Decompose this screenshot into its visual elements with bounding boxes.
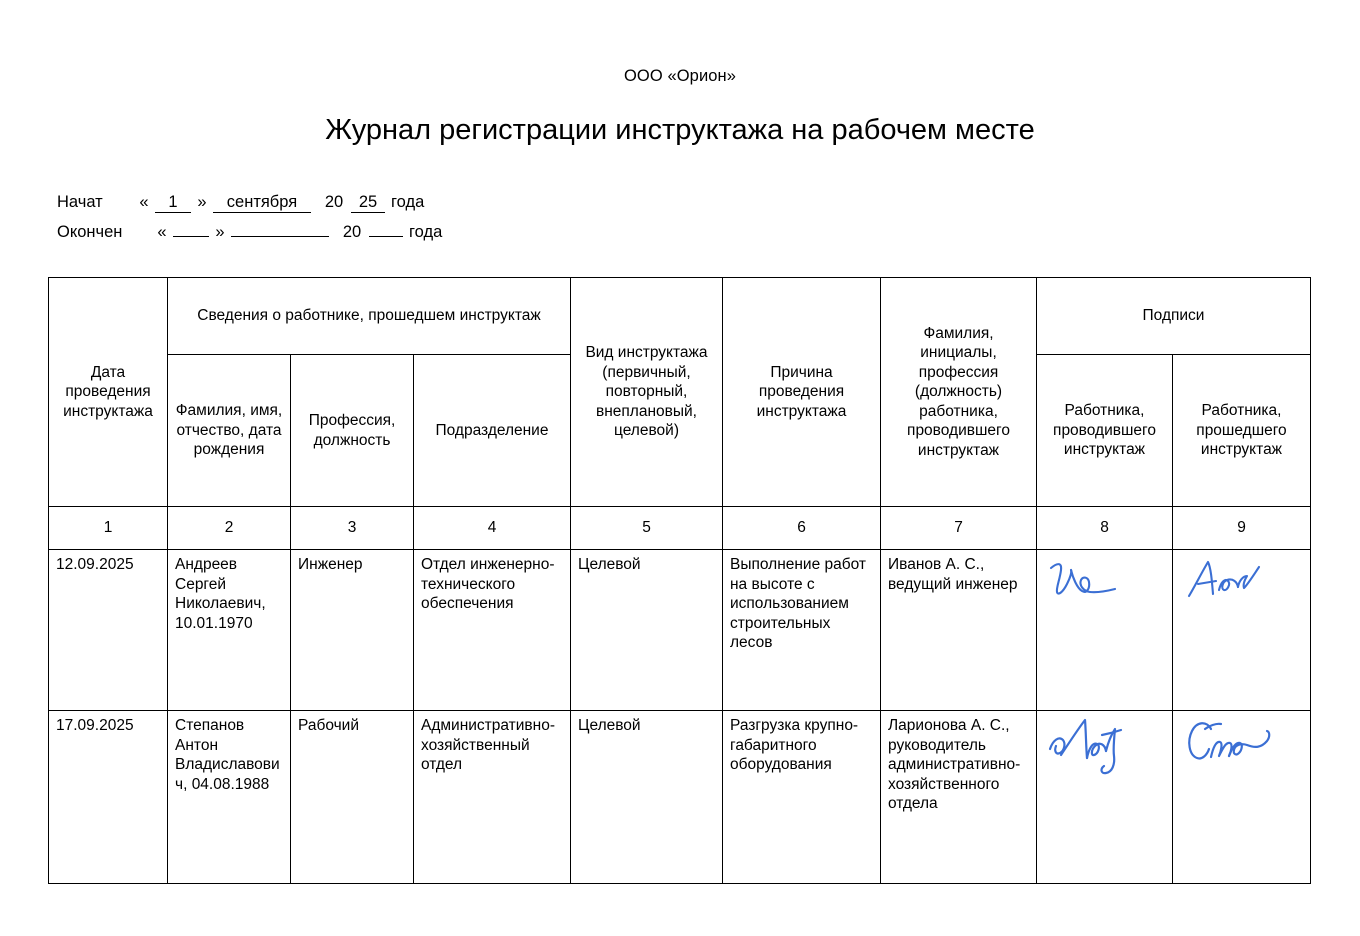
cell-briefing-type: Целевой [571,550,723,711]
cell-profession: Рабочий [291,711,414,884]
signature-larionova-icon [1045,715,1171,785]
cell-date: 12.09.2025 [49,550,168,711]
cell-signature-worker [1173,711,1311,884]
cell-reason: Разгрузка крупно-габаритного оборудования [723,711,881,884]
cell-division: Административно-хозяйственный отдел [414,711,571,884]
header-date: Дата проведения инструктажа [49,278,168,507]
finished-quote-close: » [215,223,225,241]
started-day-field[interactable]: 1 [155,193,191,213]
started-year-field[interactable]: 25 [351,193,385,213]
column-number: 1 [49,507,168,550]
header-profession: Профессия, должность [291,355,414,507]
signature-ivanov-icon [1045,554,1165,616]
started-quote-close: » [197,193,207,211]
table-row [49,711,1311,884]
header-briefing-type: Вид инструктажа (первичный, повторный, внеплановый, целевой) [571,278,723,507]
finished-line [57,217,442,247]
column-number: 5 [571,507,723,550]
header-signature-worker: Работника, прошедшего инструктаж [1173,355,1311,507]
cell-fio: Степанов Антон Владиславович, 04.08.1988 [168,711,291,884]
cell-fio: Андреев Сергей Николаевич, 10.01.1970 [168,550,291,711]
cell-signature-instructor [1037,711,1173,884]
page-title: Журнал регистрации инструктажа на рабочем месте [325,114,1035,146]
column-number: 4 [414,507,571,550]
cell-signature-worker [1173,550,1311,711]
cell-signature-instructor [1037,550,1173,711]
column-number: 7 [881,507,1037,550]
column-number: 3 [291,507,414,550]
column-number: 9 [1173,507,1311,550]
table-row [49,550,1311,711]
finished-quote-open: « [157,223,167,241]
column-number: 6 [723,507,881,550]
table-body [49,507,1311,884]
finished-day-field[interactable] [173,217,209,237]
started-label: Начат [57,193,103,211]
started-year-word: года [391,193,425,211]
column-number-row [49,507,1311,550]
header-division: Подразделение [414,355,571,507]
finished-year-field[interactable] [369,217,403,237]
column-number: 8 [1037,507,1173,550]
cell-briefing-type: Целевой [571,711,723,884]
started-line [57,187,442,217]
journal-dates-block [57,187,442,247]
finished-label: Окончен [57,223,123,241]
header-signatures: Подписи [1037,278,1311,355]
started-century: 20 [324,193,344,211]
column-number: 2 [168,507,291,550]
cell-instructor: Ларионова А. С., руководитель административно-хозяйственного отдела [881,711,1037,884]
header-worker-info: Сведения о работнике, прошедшем инструктаж [168,278,571,355]
header-reason: Причина проведения инструктажа [723,278,881,507]
finished-century: 20 [342,223,362,241]
journal-table-wrapper [48,277,1310,884]
finished-year-word: года [409,223,443,241]
cell-instructor: Иванов А. С., ведущий инженер [881,550,1037,711]
cell-date: 17.09.2025 [49,711,168,884]
cell-profession: Инженер [291,550,414,711]
started-quote-open: « [139,193,149,211]
organization-name: ООО «Орион» [623,67,737,85]
header-signature-instructor: Работника, проводившего инструктаж [1037,355,1173,507]
cell-reason: Выполнение работ на высоте с использованием строительных лесов [723,550,881,711]
header-fio: Фамилия, имя, отчество, дата рождения [168,355,291,507]
header-instructor: Фамилия, инициалы, профессия (должность) работника, проводившего инструктаж [881,278,1037,507]
finished-month-field[interactable] [231,217,329,237]
signature-andreev-icon [1181,554,1301,616]
journal-table [48,277,1311,884]
started-month-field[interactable]: сентября [213,193,311,213]
table-header [49,278,1311,507]
cell-division: Отдел инженерно-технического обеспечения [414,550,571,711]
signature-stepanov-icon [1181,715,1307,785]
header-row-top [49,278,1311,355]
